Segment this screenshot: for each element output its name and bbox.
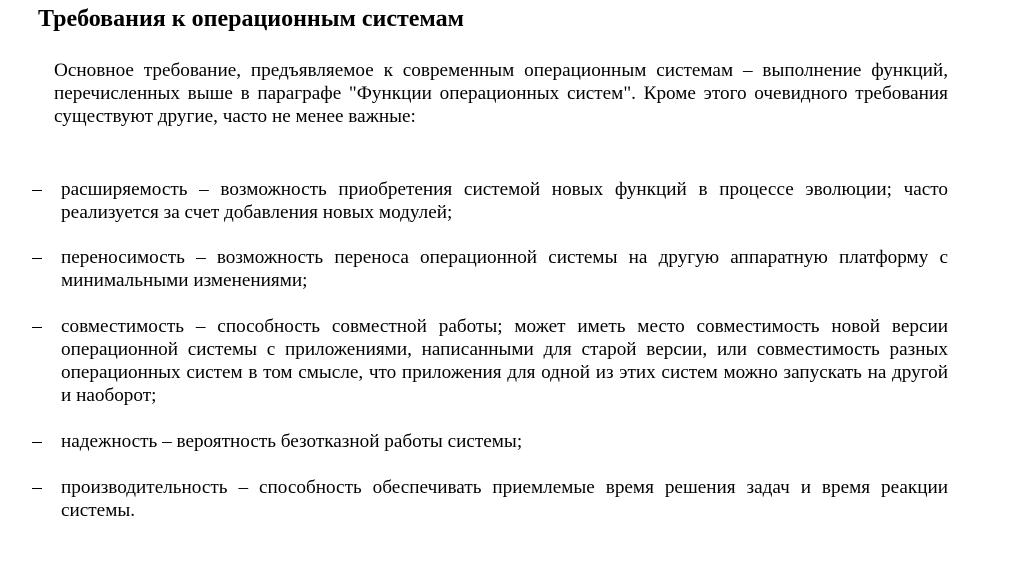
dash-bullet-icon (32, 190, 42, 191)
intro-paragraph: Основное требование, предъявляемое к современным операционным системам – выполнение функций, перечисленных выше в параграфе "Функции операционных систем". Кроме этого очевидного требования существуют другие, часто не менее важные: (54, 60, 948, 127)
dash-bullet-icon (32, 442, 42, 443)
list-item-text: надежность – вероятность безотказной работы системы; (61, 431, 523, 452)
dash-bullet-icon (32, 258, 42, 259)
dash-bullet-icon (32, 327, 42, 328)
list-item-text: расширяемость – возможность приобретения системой новых функций в процессе эволюции; часто реализуется за счет добавления новых модулей; (61, 179, 948, 223)
dash-bullet-icon (32, 488, 42, 489)
list-item-text: совместимость – способность совместной работы; может иметь место совместимость новой версии операционной системы с приложениями, написанными для старой версии, или совместимость разных операционных систем в том смысле, что приложения для одной из этих систем можно запускать на другой и наоборот; (61, 316, 948, 406)
list-item-text: переносимость – возможность переноса операционной системы на другую аппаратную платформу с минимальными изменениями; (61, 247, 948, 291)
page-title: Требования к операционным системам (38, 6, 464, 32)
list-item-text: производительность – способность обеспечивать приемлемые время решения задач и время реакции системы. (61, 477, 948, 521)
